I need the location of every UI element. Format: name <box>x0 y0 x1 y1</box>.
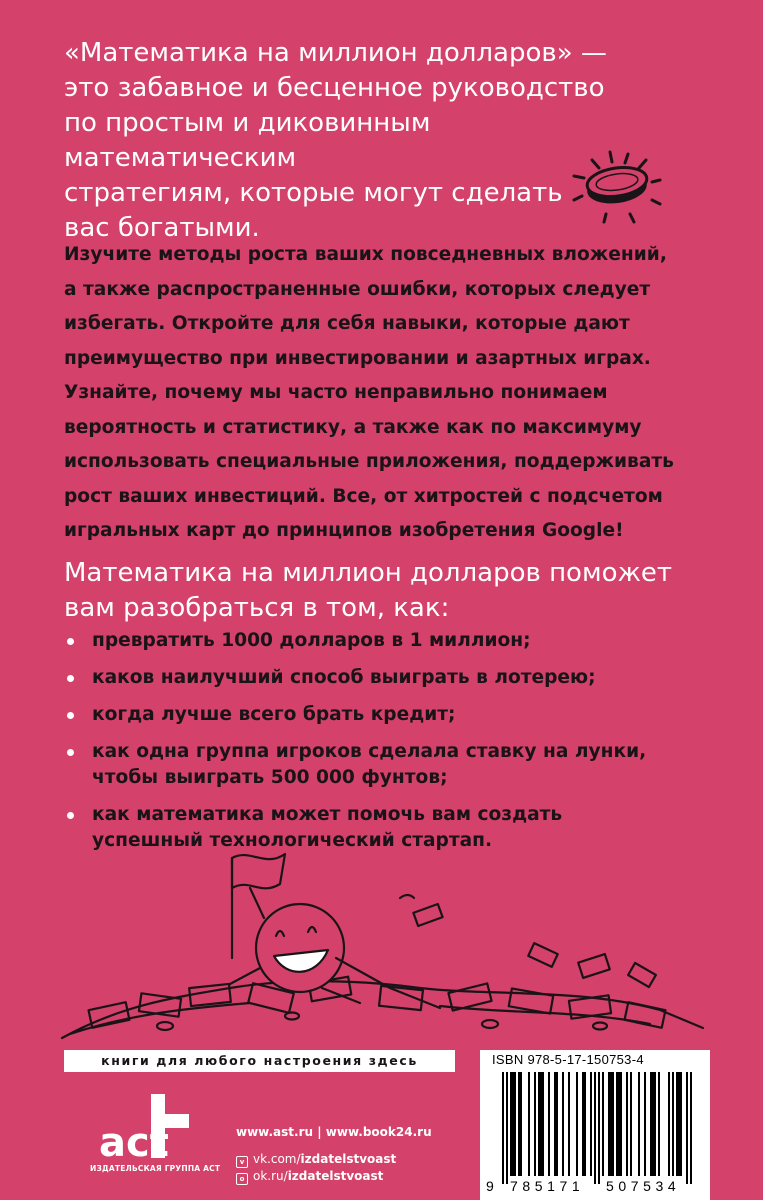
intro-line: по простым и диковинным математическим <box>64 108 431 173</box>
barcode-bar <box>620 1072 622 1176</box>
barcode-bar <box>610 1072 612 1176</box>
description-line: вероятность и статистику, а также как по максимуму <box>64 416 642 438</box>
barcode-bar <box>686 1072 688 1184</box>
barcode-bar <box>534 1072 536 1176</box>
barcode-bar <box>618 1072 620 1176</box>
publisher-logo-text: act <box>99 1120 169 1164</box>
coin-icon <box>566 148 666 228</box>
barcode-bar <box>518 1072 520 1176</box>
ok-prefix: ok.ru/ <box>253 1169 288 1183</box>
publisher-links <box>236 1124 476 1185</box>
publisher-logo <box>95 1090 195 1164</box>
barcode-bar <box>590 1072 592 1176</box>
barcode-bar <box>630 1072 632 1176</box>
barcode-bar <box>654 1072 656 1176</box>
lead-paragraph <box>64 556 724 626</box>
ok-handle: izdatelstvoast <box>287 1169 384 1183</box>
barcode-bar <box>638 1072 640 1176</box>
barcode-first-digit: 9 <box>486 1178 494 1194</box>
list-item <box>64 739 724 791</box>
isbn-text: ISBN 978-5-17-150753-4 <box>492 1052 644 1067</box>
barcode-right-group: 507534 <box>606 1178 681 1194</box>
publisher-label: ИЗДАТЕЛЬСКАЯ ГРУППА АСТ <box>90 1164 221 1173</box>
description-line: Узнайте, почему мы часто неправильно понимаем <box>64 382 608 403</box>
barcode-bar <box>542 1072 544 1176</box>
ok-icon: o <box>236 1173 248 1185</box>
barcode-bar <box>594 1072 596 1184</box>
benefits-list <box>64 628 724 865</box>
list-item-text: успешный технологический стартап. <box>92 830 493 851</box>
barcode-bar <box>514 1072 516 1176</box>
barcode-bar <box>598 1072 600 1184</box>
barcode-bar <box>556 1072 558 1176</box>
barcode-bar <box>672 1072 674 1176</box>
description-paragraph <box>64 238 724 549</box>
barcode-bar <box>568 1072 570 1176</box>
vk-prefix: vk.com/ <box>253 1152 301 1166</box>
lead-line: вам разобраться в том, как: <box>64 593 450 623</box>
barcode-bar <box>616 1072 618 1176</box>
description-line: преимущество при инвестировании и азартных играх. <box>64 347 651 369</box>
description-line: рост ваших инвестиций. Все, от хитростей с подсчетом <box>64 485 663 507</box>
vk-handle: izdatelstvoast <box>300 1152 397 1166</box>
intro-line: «Математика на миллион долларов» — <box>64 38 607 68</box>
barcode-bar <box>512 1072 514 1176</box>
vk-link[interactable] <box>236 1151 476 1168</box>
list-item <box>64 702 724 728</box>
description-line: использовать специальные приложения, поддерживать <box>64 451 674 472</box>
list-item-text: каков наилучший способ выиграть в лотерею; <box>92 667 596 688</box>
list-item-text: превратить 1000 долларов в 1 миллион; <box>92 630 531 651</box>
barcode-bar <box>626 1072 628 1176</box>
barcode-bar <box>676 1072 678 1176</box>
barcode-bar <box>582 1072 584 1176</box>
list-item <box>64 628 724 654</box>
publisher-block <box>90 1090 240 1173</box>
description-line: избегать. Откройте для себя навыки, которые дают <box>64 313 630 334</box>
lead-line: Математика на миллион долларов поможет <box>64 558 673 588</box>
barcode-bar <box>584 1072 586 1176</box>
intro-line: стратегиям, которые могут сделать <box>64 178 563 208</box>
money-pile-illustration <box>60 838 705 1043</box>
description-line: а также распространенные ошибки, которых следует <box>64 278 651 300</box>
list-item-text: как математика может помочь вам создать <box>92 804 563 825</box>
barcode-bar <box>644 1072 646 1176</box>
barcode-bar <box>510 1072 512 1176</box>
barcode-bar <box>658 1072 660 1176</box>
barcode-bar <box>576 1072 578 1176</box>
barcode-bar <box>554 1072 556 1176</box>
barcode-area <box>480 1050 710 1200</box>
barcode-bar <box>650 1072 652 1176</box>
barcode-bar <box>678 1072 680 1176</box>
website-links[interactable]: www.ast.ru | www.book24.ru <box>236 1125 432 1139</box>
barcode-bar <box>608 1072 610 1176</box>
list-item-text: чтобы выиграть 500 000 фунтов; <box>92 767 448 788</box>
barcode-bar <box>680 1072 682 1176</box>
barcode-bar <box>562 1072 564 1176</box>
description-line: Изучите методы роста ваших повседневных вложений, <box>64 244 667 265</box>
ok-link[interactable] <box>236 1168 476 1185</box>
barcode-bar <box>602 1072 604 1176</box>
tagline-banner: книги для любого настроения здесь <box>64 1050 455 1072</box>
barcode-bar <box>612 1072 614 1176</box>
barcode-bar <box>520 1072 522 1176</box>
intro-line: это забавное и бесценное руководство <box>64 73 605 103</box>
barcode-bar <box>502 1072 504 1184</box>
barcode-bar <box>548 1072 550 1176</box>
list-item-text: когда лучше всего брать кредит; <box>92 704 456 725</box>
barcode-bar <box>668 1072 670 1176</box>
barcode-bar <box>540 1072 542 1176</box>
barcode-bar <box>506 1072 508 1184</box>
barcode-bar <box>528 1072 530 1176</box>
barcode-bar <box>690 1072 692 1184</box>
barcode-left-group: 785171 <box>510 1178 585 1194</box>
intro-line: вас богатыми. <box>64 213 260 243</box>
description-line: игральных карт до принципов изобретения Google! <box>64 520 624 541</box>
list-item <box>64 665 724 691</box>
barcode-bar <box>538 1072 540 1176</box>
barcode-bar <box>652 1072 654 1176</box>
list-item-text: как одна группа игроков сделала ставку на лунки, <box>92 741 647 762</box>
vk-icon: v <box>236 1156 248 1168</box>
